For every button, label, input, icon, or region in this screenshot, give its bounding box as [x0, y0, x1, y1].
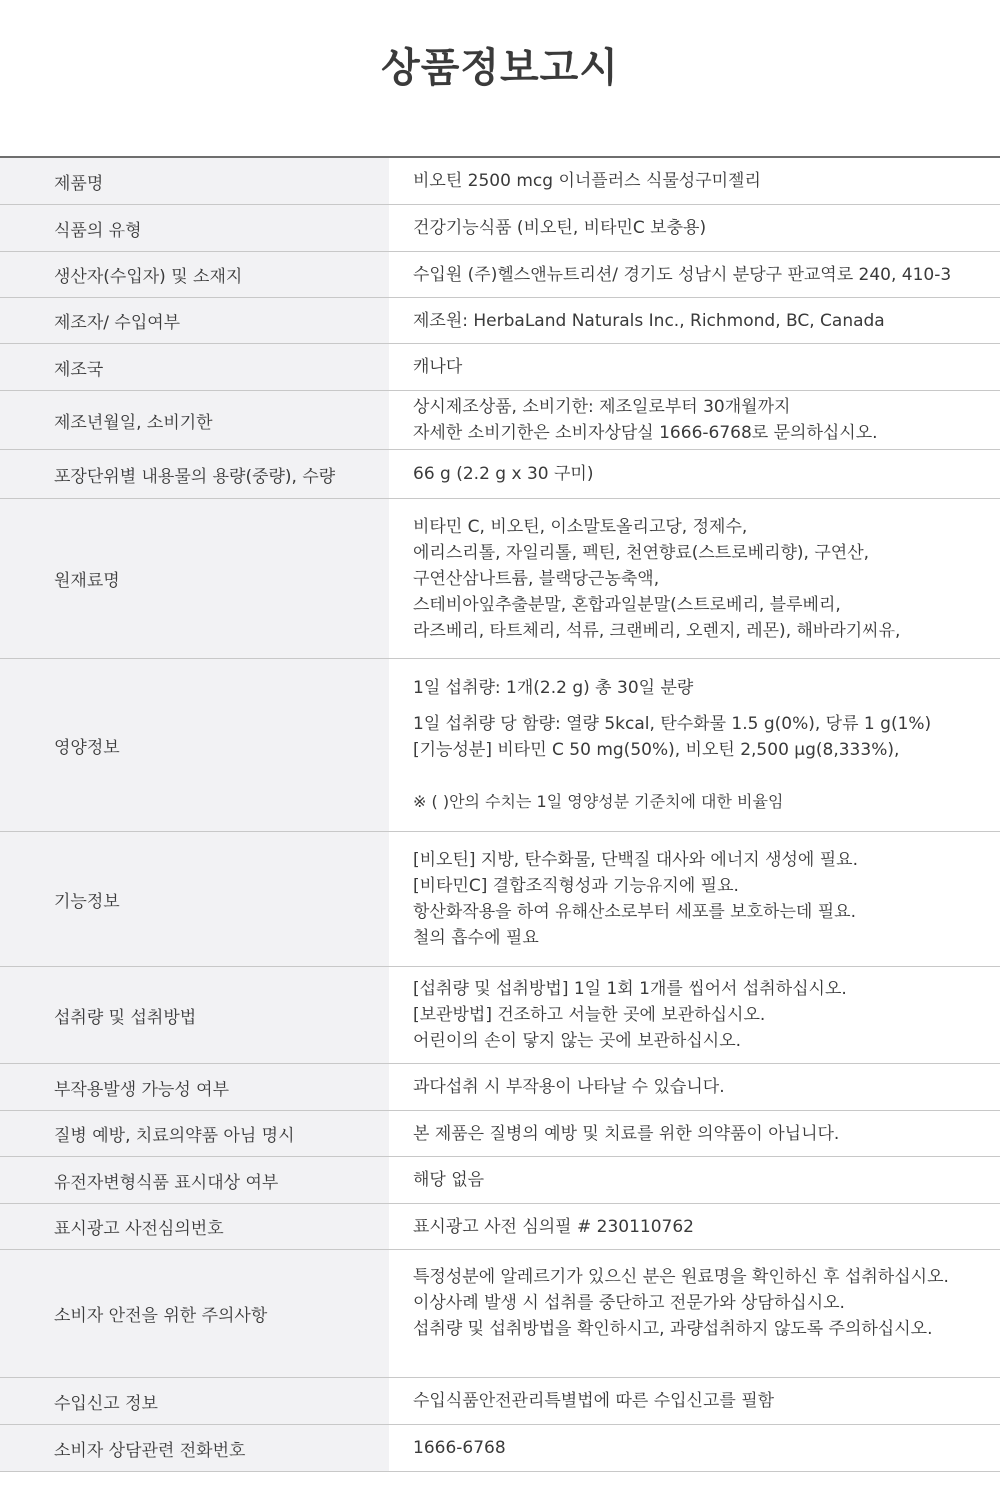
table-row-import-report — [0, 1378, 1000, 1425]
value-line: 어린이의 손이 닿지 않는 곳에 보관하십시오. — [413, 1031, 742, 1051]
row-label: 영양정보 — [0, 659, 389, 831]
table-row-product-name — [0, 158, 1000, 205]
value-line: 1일 섭취량: 1개(2.2 g) 총 30일 분량 — [413, 678, 694, 698]
row-value — [389, 252, 1000, 297]
value-line: [비타민C] 결합조직형성과 기능유지에 필요. — [413, 876, 739, 896]
row-label: 제품명 — [0, 158, 389, 204]
row-label: 질병 예방, 치료의약품 아님 명시 — [0, 1111, 389, 1156]
row-label: 소비자 안전을 위한 주의사항 — [0, 1250, 389, 1377]
row-value — [389, 205, 1000, 251]
table-row-nutrition — [0, 659, 1000, 832]
value-line: 상시제조상품, 소비기한: 제조일로부터 30개월까지 — [413, 397, 791, 417]
spacer — [413, 763, 990, 789]
value-line: 구연산삼나트륨, 블랙당근농축액, — [413, 568, 660, 589]
value-line: 수입원 (주)헬스앤뉴트리션/ 경기도 성남시 분당구 판교역로 240, 410-3 — [413, 264, 952, 285]
value-line: 특정성분에 알레르기가 있으신 분은 원료명을 확인하신 후 섭취하십시오. — [413, 1267, 949, 1287]
table-row-quantity — [0, 450, 1000, 499]
row-label: 제조국 — [0, 344, 389, 390]
table-row-food-type — [0, 205, 1000, 252]
value-line: 스테비아잎추출분말, 혼합과일분말(스트로베리, 블루베리, — [413, 594, 841, 615]
value-line: 라즈베리, 타트체리, 석류, 크랜베리, 오렌지, 레몬), 해바라기씨유, — [413, 620, 901, 641]
value-line: 해당 없음 — [413, 1170, 485, 1190]
table-row-safety — [0, 1250, 1000, 1378]
row-label: 제조년월일, 소비기한 — [0, 391, 389, 449]
table-row-intake — [0, 967, 1000, 1064]
value-line: 66 g (2.2 g x 30 구미) — [413, 464, 594, 484]
value-line: 캐나다 — [413, 357, 463, 377]
table-row-side-effects — [0, 1064, 1000, 1111]
row-label: 부작용발생 가능성 여부 — [0, 1064, 389, 1110]
table-row-gmo — [0, 1157, 1000, 1204]
row-value — [389, 1378, 1000, 1424]
table-row-ingredients — [0, 499, 1000, 659]
row-value — [389, 1250, 1000, 1377]
value-line: 섭취량 및 섭취방법을 확인하시고, 과량섭취하지 않도록 주의하십시오. — [413, 1319, 933, 1339]
row-label: 포장단위별 내용물의 용량(중량), 수량 — [0, 450, 389, 498]
value-line: [비오틴] 지방, 탄수화물, 단백질 대사와 에너지 생성에 필요. — [413, 850, 859, 870]
value-line: 과다섭취 시 부작용이 나타날 수 있습니다. — [413, 1077, 725, 1097]
table-row-ad-review — [0, 1204, 1000, 1250]
page-title: 상품정보고시 — [381, 45, 619, 91]
value-line: [기능성분] 비타민 C 50 mg(50%), 비오틴 2,500 μg(8,333%), — [413, 740, 900, 760]
row-value — [389, 1425, 1000, 1471]
row-value — [389, 832, 1000, 966]
value-line: 비오틴 2500 mcg 이너플러스 식물성구미젤리 — [413, 171, 761, 191]
value-line: 본 제품은 질병의 예방 및 치료를 위한 의약품이 아닙니다. — [413, 1123, 840, 1144]
row-value — [389, 298, 1000, 343]
value-line: 에리스리톨, 자일리톨, 펙틴, 천연향료(스트로베리향), 구연산, — [413, 542, 870, 563]
value-line: [보관방법] 건조하고 서늘한 곳에 보관하십시오. — [413, 1005, 766, 1025]
row-value — [389, 1157, 1000, 1203]
value-line: 건강기능식품 (비오틴, 비타민C 보충용) — [413, 218, 707, 238]
table-row-producer — [0, 252, 1000, 298]
table-row-manufacturer — [0, 298, 1000, 344]
row-value — [389, 1204, 1000, 1249]
value-line: 이상사례 발생 시 섭취를 중단하고 전문가와 상담하십시오. — [413, 1293, 845, 1313]
value-line: ※ ( )안의 수치는 1일 영양성분 기준치에 대한 비율임 — [413, 792, 784, 811]
value-line: 비타민 C, 비오틴, 이소말토올리고당, 정제수, — [413, 516, 748, 537]
value-line: 자세한 소비기한은 소비자상담실 1666-6768로 문의하십시오. — [413, 423, 878, 443]
row-label: 표시광고 사전심의번호 — [0, 1204, 389, 1249]
row-value — [389, 967, 1000, 1063]
table-row-expiry — [0, 391, 1000, 450]
value-line: 철의 흡수에 필요 — [413, 928, 539, 948]
product-info-table — [0, 156, 1000, 1472]
value-line: 제조원: HerbaLand Naturals Inc., Richmond, BC, Canada — [413, 310, 885, 331]
table-row-country — [0, 344, 1000, 391]
row-value — [389, 659, 1000, 831]
row-label: 생산자(수입자) 및 소재지 — [0, 252, 389, 297]
value-line: 표시광고 사전 심의필 # 230110762 — [413, 1216, 695, 1237]
table-row-function — [0, 832, 1000, 967]
value-line: 1666-6768 — [413, 1438, 506, 1458]
row-value — [389, 499, 1000, 658]
row-value — [389, 1111, 1000, 1156]
row-label: 원재료명 — [0, 499, 389, 658]
row-label: 섭취량 및 섭취방법 — [0, 967, 389, 1063]
row-label: 소비자 상담관련 전화번호 — [0, 1425, 389, 1471]
row-label: 유전자변형식품 표시대상 여부 — [0, 1157, 389, 1203]
value-line: [섭취량 및 섭취방법] 1일 1회 1개를 씹어서 섭취하십시오. — [413, 979, 847, 999]
value-line: 수입식품안전관리특별법에 따른 수입신고를 필함 — [413, 1391, 775, 1411]
row-label: 식품의 유형 — [0, 205, 389, 251]
table-row-not-medicine — [0, 1111, 1000, 1157]
row-label: 제조자/ 수입여부 — [0, 298, 389, 343]
row-value — [389, 391, 1000, 449]
row-value — [389, 344, 1000, 390]
row-value — [389, 158, 1000, 204]
value-line: 항산화작용을 하여 유해산소로부터 세포를 보호하는데 필요. — [413, 902, 856, 922]
row-value — [389, 450, 1000, 498]
row-label: 수입신고 정보 — [0, 1378, 389, 1424]
table-row-phone — [0, 1425, 1000, 1472]
value-line: 1일 섭취량 당 함량: 열량 5kcal, 탄수화물 1.5 g(0%), 당류 1 g(1%) — [413, 714, 932, 734]
row-label: 기능정보 — [0, 832, 389, 966]
row-value — [389, 1064, 1000, 1110]
